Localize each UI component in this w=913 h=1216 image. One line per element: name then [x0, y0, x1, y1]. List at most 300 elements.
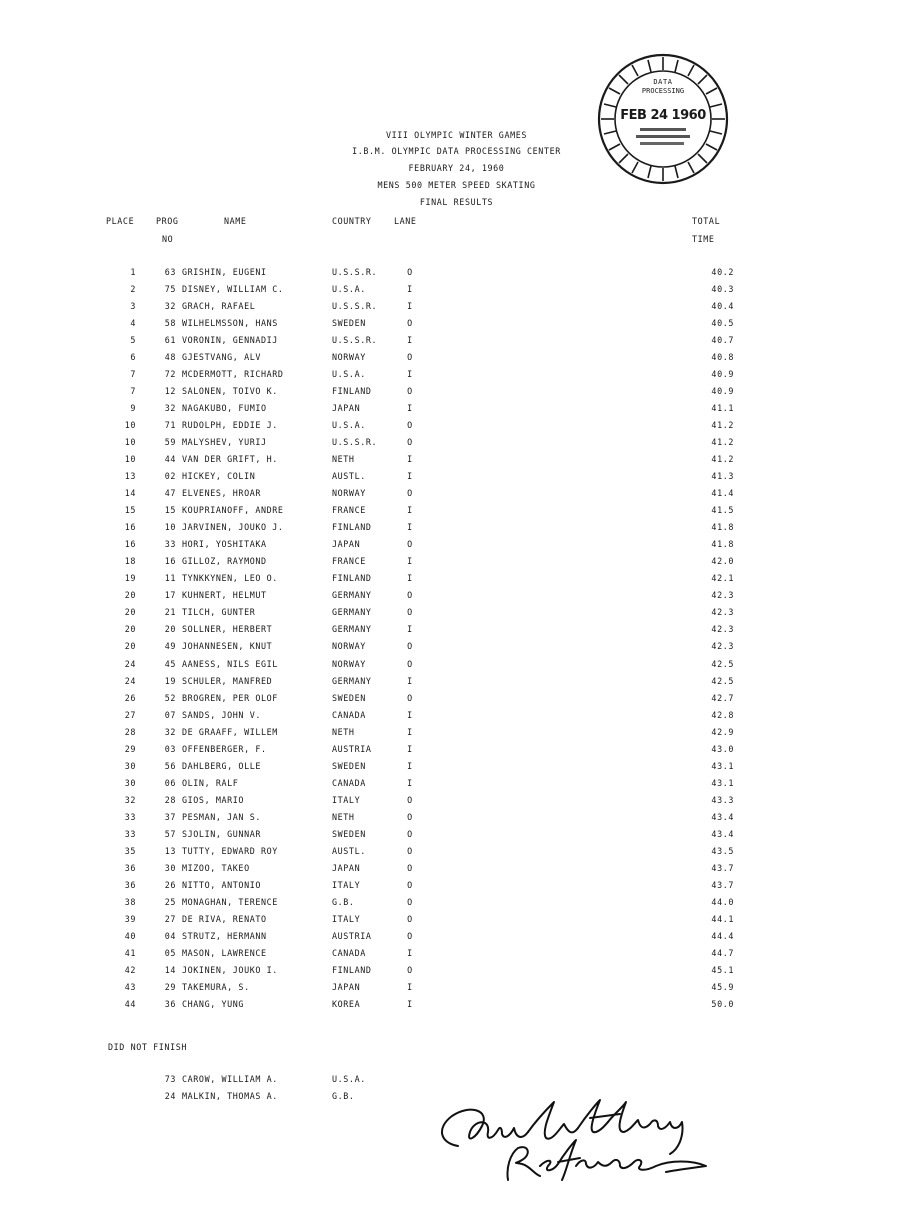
result-lane: I [407, 573, 413, 584]
result-place: 29 [124, 743, 136, 754]
result-place: 10 [124, 454, 136, 465]
result-row [0, 284, 913, 298]
result-time: 43.5 [711, 845, 734, 856]
result-bib: 02 [164, 471, 176, 482]
result-bib: 07 [164, 709, 176, 720]
result-time: 41.5 [711, 505, 734, 516]
result-place: 2 [130, 284, 136, 294]
result-country: FRANCE [332, 505, 366, 516]
result-name: GJESTVANG, ALV [182, 352, 261, 363]
result-time: 42.3 [711, 641, 734, 652]
result-time: 40.9 [711, 369, 734, 380]
result-name: JARVINEN, JOUKO J. [182, 522, 284, 533]
result-place: 4 [130, 318, 136, 329]
result-place: 20 [124, 590, 136, 601]
result-place: 39 [124, 913, 136, 924]
result-lane: O [407, 658, 413, 669]
result-lane: I [407, 981, 413, 992]
result-bib: 32 [164, 726, 176, 737]
result-lane: I [407, 471, 413, 482]
result-name: VORONIN, GENNADIJ [182, 335, 278, 346]
header-line-status: FINAL RESULTS [419, 197, 494, 207]
result-bib: 33 [164, 539, 176, 550]
result-time: 42.8 [711, 709, 734, 720]
result-bib: 71 [164, 420, 176, 431]
result-time: 42.5 [711, 675, 734, 686]
result-place: 16 [124, 522, 136, 533]
result-bib: 11 [164, 573, 176, 584]
result-country: GERMANY [332, 675, 372, 686]
result-time: 43.4 [711, 828, 734, 839]
stamp-line-processing: PROCESSING [641, 87, 685, 95]
col-prog: PROG [156, 216, 179, 226]
result-name: NITTO, ANTONIO [182, 879, 261, 890]
result-time: 45.9 [711, 981, 734, 992]
result-time: 43.1 [711, 760, 734, 771]
result-place: 42 [124, 964, 136, 975]
result-name: SOLLNER, HERBERT [182, 624, 273, 635]
dnf-bib: 73 [164, 1074, 176, 1084]
result-place: 32 [124, 794, 136, 805]
result-country: CANADA [332, 777, 366, 788]
result-bib: 20 [164, 624, 176, 635]
result-name: PESMAN, JAN S. [182, 811, 261, 822]
result-row [0, 369, 913, 383]
result-row [0, 641, 913, 655]
result-row [0, 829, 913, 843]
result-name: DISNEY, WILLIAM C. [182, 284, 284, 294]
result-place: 33 [124, 811, 136, 822]
result-bib: 32 [164, 403, 176, 414]
header-line-event: MENS 500 METER SPEED SKATING [377, 180, 536, 190]
result-country: SWEDEN [332, 760, 366, 771]
result-place: 20 [124, 624, 136, 635]
result-row [0, 761, 913, 775]
result-row [0, 318, 913, 332]
result-bib: 15 [164, 505, 176, 516]
result-country: U.S.A. [332, 284, 366, 294]
result-lane: O [407, 607, 413, 618]
result-name: GILLOZ, RAYMOND [182, 556, 267, 567]
result-bib: 12 [164, 386, 176, 397]
result-lane: O [407, 811, 413, 822]
result-row [0, 897, 913, 911]
result-bib: 61 [164, 335, 176, 346]
result-place: 18 [124, 556, 136, 567]
result-time: 41.8 [711, 522, 734, 533]
result-country: NORWAY [332, 488, 366, 499]
result-name: DE GRAAFF, WILLEM [182, 726, 278, 737]
result-place: 1 [130, 267, 136, 277]
result-country: JAPAN [332, 862, 361, 873]
result-row [0, 471, 913, 485]
result-place: 28 [124, 726, 136, 737]
result-bib: 21 [164, 607, 176, 618]
result-bib: 25 [164, 896, 176, 907]
result-row [0, 403, 913, 417]
stamp-line-data: DATA [653, 78, 673, 86]
result-row [0, 335, 913, 349]
result-bib: 32 [164, 301, 176, 311]
result-name: GIOS, MARIO [182, 794, 245, 805]
result-time: 43.7 [711, 879, 734, 890]
result-time: 40.3 [711, 284, 734, 294]
result-lane: O [407, 845, 413, 856]
result-country: AUSTL. [332, 845, 366, 856]
result-lane: O [407, 488, 413, 499]
result-time: 42.3 [711, 590, 734, 601]
result-country: SWEDEN [332, 692, 366, 703]
result-place: 24 [124, 658, 136, 669]
result-row [0, 454, 913, 468]
col-place: PLACE [106, 216, 135, 226]
result-lane: I [407, 743, 413, 754]
result-country: U.S.S.R. [332, 301, 378, 311]
result-name: MONAGHAN, TERENCE [182, 896, 278, 907]
result-row [0, 624, 913, 638]
result-row [0, 778, 913, 792]
stamp-smudge-line [636, 135, 690, 138]
result-country: NETH [332, 726, 355, 737]
result-bib: 48 [164, 352, 176, 363]
result-name: SCHULER, MANFRED [182, 675, 273, 686]
result-row [0, 267, 913, 281]
result-time: 40.4 [711, 301, 734, 311]
result-time: 45.1 [711, 964, 734, 975]
result-name: KUHNERT, HELMUT [182, 590, 267, 601]
result-bib: 27 [164, 913, 176, 924]
result-name: TUTTY, EDWARD ROY [182, 845, 278, 856]
result-country: ITALY [332, 913, 361, 924]
result-name: OLIN, RALF [182, 777, 239, 788]
result-row [0, 914, 913, 928]
result-place: 26 [124, 692, 136, 703]
result-name: ELVENES, HROAR [182, 488, 261, 499]
result-lane: O [407, 352, 413, 363]
result-time: 50.0 [711, 998, 734, 1009]
result-lane: O [407, 828, 413, 839]
result-time: 44.4 [711, 930, 734, 941]
result-lane: O [407, 386, 413, 397]
result-country: NORWAY [332, 658, 366, 669]
result-bib: 19 [164, 675, 176, 686]
result-row [0, 982, 913, 996]
result-country: JAPAN [332, 981, 361, 992]
result-row [0, 505, 913, 519]
result-bib: 14 [164, 964, 176, 975]
result-name: MIZOO, TAKEO [182, 862, 250, 873]
result-bib: 63 [164, 267, 176, 277]
result-row [0, 556, 913, 570]
result-lane: O [407, 930, 413, 941]
result-name: DAHLBERG, OLLE [182, 760, 261, 771]
result-place: 27 [124, 709, 136, 720]
result-row [0, 948, 913, 962]
result-bib: 05 [164, 947, 176, 958]
result-bib: 37 [164, 811, 176, 822]
result-country: NORWAY [332, 352, 366, 363]
result-time: 43.3 [711, 794, 734, 805]
result-lane: O [407, 879, 413, 890]
result-row [0, 607, 913, 621]
result-row [0, 880, 913, 894]
result-name: TYNKKYNEN, LEO O. [182, 573, 278, 584]
result-bib: 17 [164, 590, 176, 601]
result-bib: 13 [164, 845, 176, 856]
result-lane: I [407, 998, 413, 1009]
result-lane: O [407, 437, 413, 448]
result-name: SANDS, JOHN V. [182, 709, 261, 720]
result-row [0, 744, 913, 758]
dnf-title: DID NOT FINISH [108, 1042, 187, 1052]
result-place: 38 [124, 896, 136, 907]
header-line-center: I.B.M. OLYMPIC DATA PROCESSING CENTER [352, 146, 561, 156]
result-name: VAN DER GRIFT, H. [182, 454, 278, 465]
result-lane: I [407, 556, 413, 567]
result-row [0, 727, 913, 741]
result-bib: 57 [164, 828, 176, 839]
result-row [0, 676, 913, 690]
result-time: 43.4 [711, 811, 734, 822]
result-row [0, 352, 913, 366]
result-time: 40.8 [711, 352, 734, 363]
result-row [0, 539, 913, 553]
result-name: AANESS, NILS EGIL [182, 658, 278, 669]
result-name: WILHELMSSON, HANS [182, 318, 278, 329]
result-lane: O [407, 420, 413, 431]
result-time: 43.1 [711, 777, 734, 788]
col-name: NAME [224, 216, 247, 226]
result-place: 41 [124, 947, 136, 958]
result-row [0, 301, 913, 315]
result-lane: I [407, 709, 413, 720]
result-lane: I [407, 760, 413, 771]
result-bib: 03 [164, 743, 176, 754]
result-name: TAKEMURA, S. [182, 981, 250, 992]
result-lane: I [407, 335, 413, 346]
result-bib: 45 [164, 658, 176, 669]
result-lane: O [407, 896, 413, 907]
result-place: 16 [124, 539, 136, 550]
result-name: MCDERMOTT, RICHARD [182, 369, 284, 380]
dnf-name: CAROW, WILLIAM A. [182, 1074, 278, 1084]
result-country: GERMANY [332, 607, 372, 618]
col-country: COUNTRY [332, 216, 372, 226]
result-place: 33 [124, 828, 136, 839]
result-row [0, 590, 913, 604]
result-place: 43 [124, 981, 136, 992]
result-name: SJOLIN, GUNNAR [182, 828, 261, 839]
result-name: OFFENBERGER, F. [182, 743, 267, 754]
result-country: U.S.A. [332, 420, 366, 431]
result-name: RUDOLPH, EDDIE J. [182, 420, 278, 431]
result-country: ITALY [332, 794, 361, 805]
result-row [0, 522, 913, 536]
result-lane: O [407, 267, 413, 277]
result-row [0, 710, 913, 724]
result-time: 40.2 [711, 267, 734, 277]
result-country: GERMANY [332, 590, 372, 601]
result-name: GRACH, RAFAEL [182, 301, 256, 311]
result-bib: 58 [164, 318, 176, 329]
result-time: 41.2 [711, 437, 734, 448]
result-row [0, 931, 913, 945]
result-time: 42.7 [711, 692, 734, 703]
result-place: 5 [130, 335, 136, 346]
result-country: AUSTL. [332, 471, 366, 482]
result-place: 13 [124, 471, 136, 482]
result-name: CHANG, YUNG [182, 998, 245, 1009]
col-total: TOTAL [692, 216, 721, 226]
result-name: BROGREN, PER OLOF [182, 692, 278, 703]
result-name: MASON, LAWRENCE [182, 947, 267, 958]
result-time: 42.3 [711, 607, 734, 618]
result-lane: I [407, 284, 413, 294]
result-lane: I [407, 505, 413, 516]
result-row [0, 812, 913, 826]
result-name: HORI, YOSHITAKA [182, 539, 267, 550]
dnf-country: G.B. [332, 1091, 355, 1101]
result-lane: O [407, 641, 413, 652]
result-row [0, 863, 913, 877]
result-place: 10 [124, 420, 136, 431]
result-country: FINLAND [332, 573, 372, 584]
result-row [0, 999, 913, 1013]
result-lane: I [407, 454, 413, 465]
result-country: AUSTRIA [332, 743, 372, 754]
result-place: 30 [124, 760, 136, 771]
result-time: 40.7 [711, 335, 734, 346]
result-lane: I [407, 675, 413, 686]
result-country: U.S.A. [332, 369, 366, 380]
result-place: 24 [124, 675, 136, 686]
result-place: 9 [130, 403, 136, 414]
result-lane: I [407, 624, 413, 635]
col-no: NO [162, 234, 174, 244]
referee-signature [430, 1088, 720, 1183]
result-lane: I [407, 522, 413, 533]
result-bib: 47 [164, 488, 176, 499]
result-lane: O [407, 913, 413, 924]
result-row [0, 420, 913, 434]
result-country: U.S.S.R. [332, 267, 378, 277]
result-row [0, 437, 913, 451]
result-place: 40 [124, 930, 136, 941]
result-country: ITALY [332, 879, 361, 890]
col-lane: LANE [394, 216, 417, 226]
result-place: 20 [124, 607, 136, 618]
result-country: FRANCE [332, 556, 366, 567]
result-time: 40.9 [711, 386, 734, 397]
result-place: 35 [124, 845, 136, 856]
dnf-bib: 24 [164, 1091, 176, 1101]
result-place: 7 [130, 386, 136, 397]
result-name: JOHANNESEN, KNUT [182, 641, 273, 652]
result-time: 41.2 [711, 420, 734, 431]
result-time: 44.1 [711, 913, 734, 924]
result-row [0, 693, 913, 707]
result-row [0, 846, 913, 860]
result-bib: 49 [164, 641, 176, 652]
result-name: NAGAKUBO, FUMIO [182, 403, 267, 414]
result-bib: 56 [164, 760, 176, 771]
result-country: NORWAY [332, 641, 366, 652]
result-country: CANADA [332, 947, 366, 958]
header-line-games: VIII OLYMPIC WINTER GAMES [385, 130, 528, 140]
result-country: SWEDEN [332, 828, 366, 839]
result-lane: O [407, 964, 413, 975]
stamp-smudge-line [640, 128, 686, 131]
result-country: GERMANY [332, 624, 372, 635]
result-time: 41.4 [711, 488, 734, 499]
result-time: 41.3 [711, 471, 734, 482]
result-country: JAPAN [332, 403, 361, 414]
result-country: FINLAND [332, 522, 372, 533]
result-time: 43.7 [711, 862, 734, 873]
result-name: HICKEY, COLIN [182, 471, 256, 482]
result-lane: I [407, 947, 413, 958]
result-country: SWEDEN [332, 318, 366, 329]
result-name: MALYSHEV, YURIJ [182, 437, 267, 448]
result-place: 6 [130, 352, 136, 363]
result-lane: I [407, 403, 413, 414]
result-bib: 04 [164, 930, 176, 941]
result-lane: I [407, 777, 413, 788]
result-time: 41.2 [711, 454, 734, 465]
result-time: 40.5 [711, 318, 734, 329]
result-bib: 52 [164, 692, 176, 703]
result-place: 19 [124, 573, 136, 584]
result-place: 44 [124, 998, 136, 1009]
result-name: DE RIVA, RENATO [182, 913, 267, 924]
result-country: NETH [332, 454, 355, 465]
result-place: 20 [124, 641, 136, 652]
result-row [0, 573, 913, 587]
result-country: KOREA [332, 998, 361, 1009]
dnf-name: MALKIN, THOMAS A. [182, 1091, 278, 1101]
result-name: SALONEN, TOIVO K. [182, 386, 278, 397]
result-lane: O [407, 692, 413, 703]
result-time: 42.3 [711, 624, 734, 635]
result-row [0, 659, 913, 673]
result-time: 44.0 [711, 896, 734, 907]
result-time: 44.7 [711, 947, 734, 958]
result-time: 43.0 [711, 743, 734, 754]
result-lane: O [407, 590, 413, 601]
result-name: JOKINEN, JOUKO I. [182, 964, 278, 975]
result-name: STRUTZ, HERMANN [182, 930, 267, 941]
result-lane: O [407, 862, 413, 873]
result-row [0, 386, 913, 400]
result-name: KOUPRIANOFF, ANDRE [182, 505, 284, 516]
result-bib: 26 [164, 879, 176, 890]
result-place: 30 [124, 777, 136, 788]
result-bib: 72 [164, 369, 176, 380]
result-time: 41.8 [711, 539, 734, 550]
result-country: NETH [332, 811, 355, 822]
result-place: 36 [124, 879, 136, 890]
result-place: 10 [124, 437, 136, 448]
processing-stamp [596, 52, 730, 186]
result-lane: O [407, 318, 413, 329]
dnf-country: U.S.A. [332, 1074, 366, 1084]
result-time: 41.1 [711, 403, 734, 414]
result-country: G.B. [332, 896, 355, 907]
result-time: 42.1 [711, 573, 734, 584]
result-country: FINLAND [332, 964, 372, 975]
result-country: U.S.S.R. [332, 335, 378, 346]
dnf-row [0, 1074, 913, 1088]
